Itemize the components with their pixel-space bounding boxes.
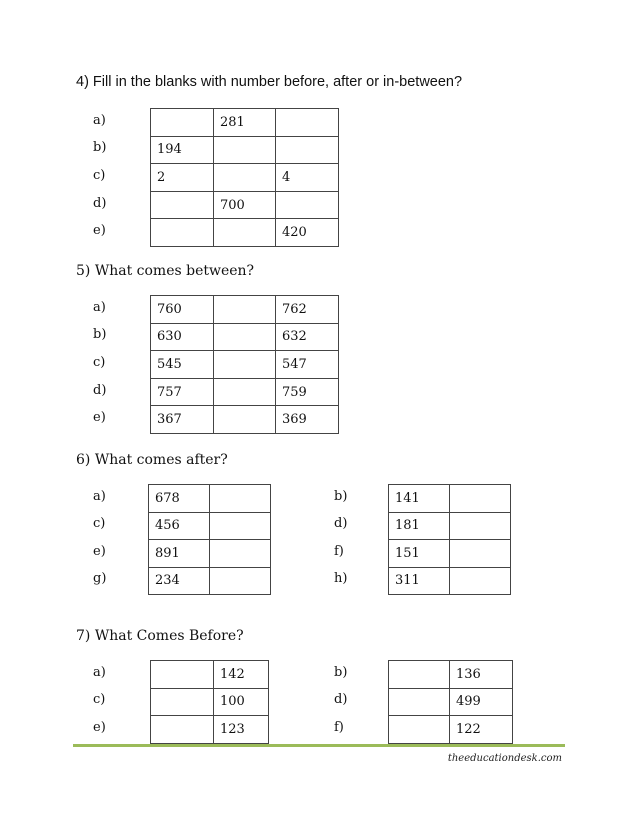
q7-left-row-label: a) xyxy=(93,664,106,680)
q4-number-cell: 194 xyxy=(151,136,214,164)
q7-right-row-label: b) xyxy=(334,664,348,680)
q6-left-number-cell: 891 xyxy=(149,540,210,568)
q7-left-blank-cell[interactable] xyxy=(151,661,214,689)
q4-blank-cell[interactable] xyxy=(151,109,214,137)
q6-left-blank-cell[interactable] xyxy=(210,540,271,568)
q4-blank-cell[interactable] xyxy=(276,191,339,219)
q7-left-row xyxy=(151,661,269,689)
q6-right-blank-cell[interactable] xyxy=(450,485,511,513)
q7-right-row-label: f) xyxy=(334,719,344,735)
q6-right-row xyxy=(389,512,511,540)
q6-right-blank-cell[interactable] xyxy=(450,567,511,595)
q6-left-blank-cell[interactable] xyxy=(210,567,271,595)
q6-left-number-cell: 234 xyxy=(149,567,210,595)
q4-title: 4) Fill in the blanks with number before, after or in-between? xyxy=(76,74,463,90)
q4-row xyxy=(151,191,339,219)
q4-row-label: b) xyxy=(93,140,107,156)
q7-right-row-label: d) xyxy=(334,692,348,708)
q4-blank-cell[interactable] xyxy=(214,164,276,192)
q5-number-cell: 757 xyxy=(151,378,214,406)
q5-number-cell: 369 xyxy=(276,406,339,434)
q4-number-cell: 281 xyxy=(214,109,276,137)
footer-divider xyxy=(73,744,565,747)
q7-left-blank-cell[interactable] xyxy=(151,716,214,744)
q7-left-number-cell: 100 xyxy=(214,688,269,716)
q5-blank-cell[interactable] xyxy=(214,351,276,379)
q7-left-number-cell: 142 xyxy=(214,661,269,689)
q6-right-row xyxy=(389,540,511,568)
q4-number-cell: 420 xyxy=(276,219,339,247)
q7-left-row xyxy=(151,688,269,716)
q5-row-label: c) xyxy=(93,355,106,370)
q5-blank-cell[interactable] xyxy=(214,378,276,406)
q5-row-label: a) xyxy=(93,299,106,315)
q4-row-label: c) xyxy=(93,168,106,183)
q6-right-row-label: d) xyxy=(334,516,348,532)
q4-number-cell: 700 xyxy=(214,191,276,219)
q5-number-cell: 547 xyxy=(276,351,339,379)
q6-left-row-label: g) xyxy=(93,571,107,587)
q5-number-cell: 760 xyxy=(151,296,214,324)
q6-right-number-cell: 141 xyxy=(389,485,450,513)
q6-right-number-cell: 181 xyxy=(389,512,450,540)
q6-right-table xyxy=(388,484,511,595)
q5-row-label: d) xyxy=(93,382,107,398)
footer-site: theeducationdesk.com xyxy=(447,753,562,764)
q7-right-number-cell: 499 xyxy=(450,688,513,716)
q6-right-row xyxy=(389,567,511,595)
q6-right-row-label: b) xyxy=(334,488,348,504)
q4-blank-cell[interactable] xyxy=(276,109,339,137)
q6-right-blank-cell[interactable] xyxy=(450,512,511,540)
q5-row xyxy=(151,351,339,379)
q6-left-row-label: c) xyxy=(93,516,106,532)
q5-number-cell: 367 xyxy=(151,406,214,434)
q7-right-row xyxy=(389,716,513,744)
q6-left-row-label: a) xyxy=(93,488,106,504)
q4-table xyxy=(150,108,339,247)
q4-row xyxy=(151,219,339,247)
q6-left-table xyxy=(148,484,271,595)
q5-blank-cell[interactable] xyxy=(214,406,276,434)
q5-table xyxy=(150,295,339,434)
q7-right-row xyxy=(389,688,513,716)
q7-title: 7) What Comes Before? xyxy=(76,628,244,644)
q6-left-number-cell: 678 xyxy=(149,485,210,513)
q4-blank-cell[interactable] xyxy=(214,219,276,247)
q5-row-label: e) xyxy=(93,410,106,426)
q6-left-row xyxy=(149,567,271,595)
q6-right-blank-cell[interactable] xyxy=(450,540,511,568)
q4-blank-cell[interactable] xyxy=(151,219,214,247)
q4-number-cell: 2 xyxy=(151,164,214,192)
q6-title: 6) What comes after? xyxy=(76,452,228,468)
q4-row xyxy=(151,164,339,192)
q7-left-table xyxy=(150,660,269,744)
q7-left-blank-cell[interactable] xyxy=(151,688,214,716)
q7-left-row-label: c) xyxy=(93,692,106,708)
q4-row-label: e) xyxy=(93,223,106,239)
q5-number-cell: 630 xyxy=(151,323,214,351)
q6-left-number-cell: 456 xyxy=(149,512,210,540)
q5-row xyxy=(151,378,339,406)
q6-left-blank-cell[interactable] xyxy=(210,485,271,513)
q6-right-row-label: f) xyxy=(334,543,344,559)
q4-blank-cell[interactable] xyxy=(276,136,339,164)
q4-row xyxy=(151,109,339,137)
q5-number-cell: 632 xyxy=(276,323,339,351)
q7-left-number-cell: 123 xyxy=(214,716,269,744)
q7-right-table xyxy=(388,660,513,744)
q5-title: 5) What comes between? xyxy=(76,263,255,279)
q6-right-row xyxy=(389,485,511,513)
q4-number-cell: 4 xyxy=(276,164,339,192)
q7-right-blank-cell[interactable] xyxy=(389,716,450,744)
q7-right-number-cell: 122 xyxy=(450,716,513,744)
q6-left-row xyxy=(149,485,271,513)
q6-left-row xyxy=(149,540,271,568)
q5-blank-cell[interactable] xyxy=(214,296,276,324)
q5-row xyxy=(151,406,339,434)
q7-right-blank-cell[interactable] xyxy=(389,661,450,689)
q4-row-label: d) xyxy=(93,195,107,211)
q7-right-number-cell: 136 xyxy=(450,661,513,689)
q5-row-label: b) xyxy=(93,327,107,343)
q7-right-blank-cell[interactable] xyxy=(389,688,450,716)
q7-left-row-label: e) xyxy=(93,719,106,735)
q5-blank-cell[interactable] xyxy=(214,323,276,351)
q5-number-cell: 762 xyxy=(276,296,339,324)
q6-left-row-label: e) xyxy=(93,543,106,559)
q4-blank-cell[interactable] xyxy=(151,191,214,219)
q6-right-number-cell: 311 xyxy=(389,567,450,595)
q6-left-blank-cell[interactable] xyxy=(210,512,271,540)
q6-right-row-label: h) xyxy=(334,571,348,587)
q5-row xyxy=(151,323,339,351)
q5-number-cell: 545 xyxy=(151,351,214,379)
q4-row-label: a) xyxy=(93,112,106,128)
q6-right-number-cell: 151 xyxy=(389,540,450,568)
q4-row xyxy=(151,136,339,164)
q5-number-cell: 759 xyxy=(276,378,339,406)
q7-left-row xyxy=(151,716,269,744)
q4-blank-cell[interactable] xyxy=(214,136,276,164)
q6-left-row xyxy=(149,512,271,540)
q5-row xyxy=(151,296,339,324)
q7-right-row xyxy=(389,661,513,689)
